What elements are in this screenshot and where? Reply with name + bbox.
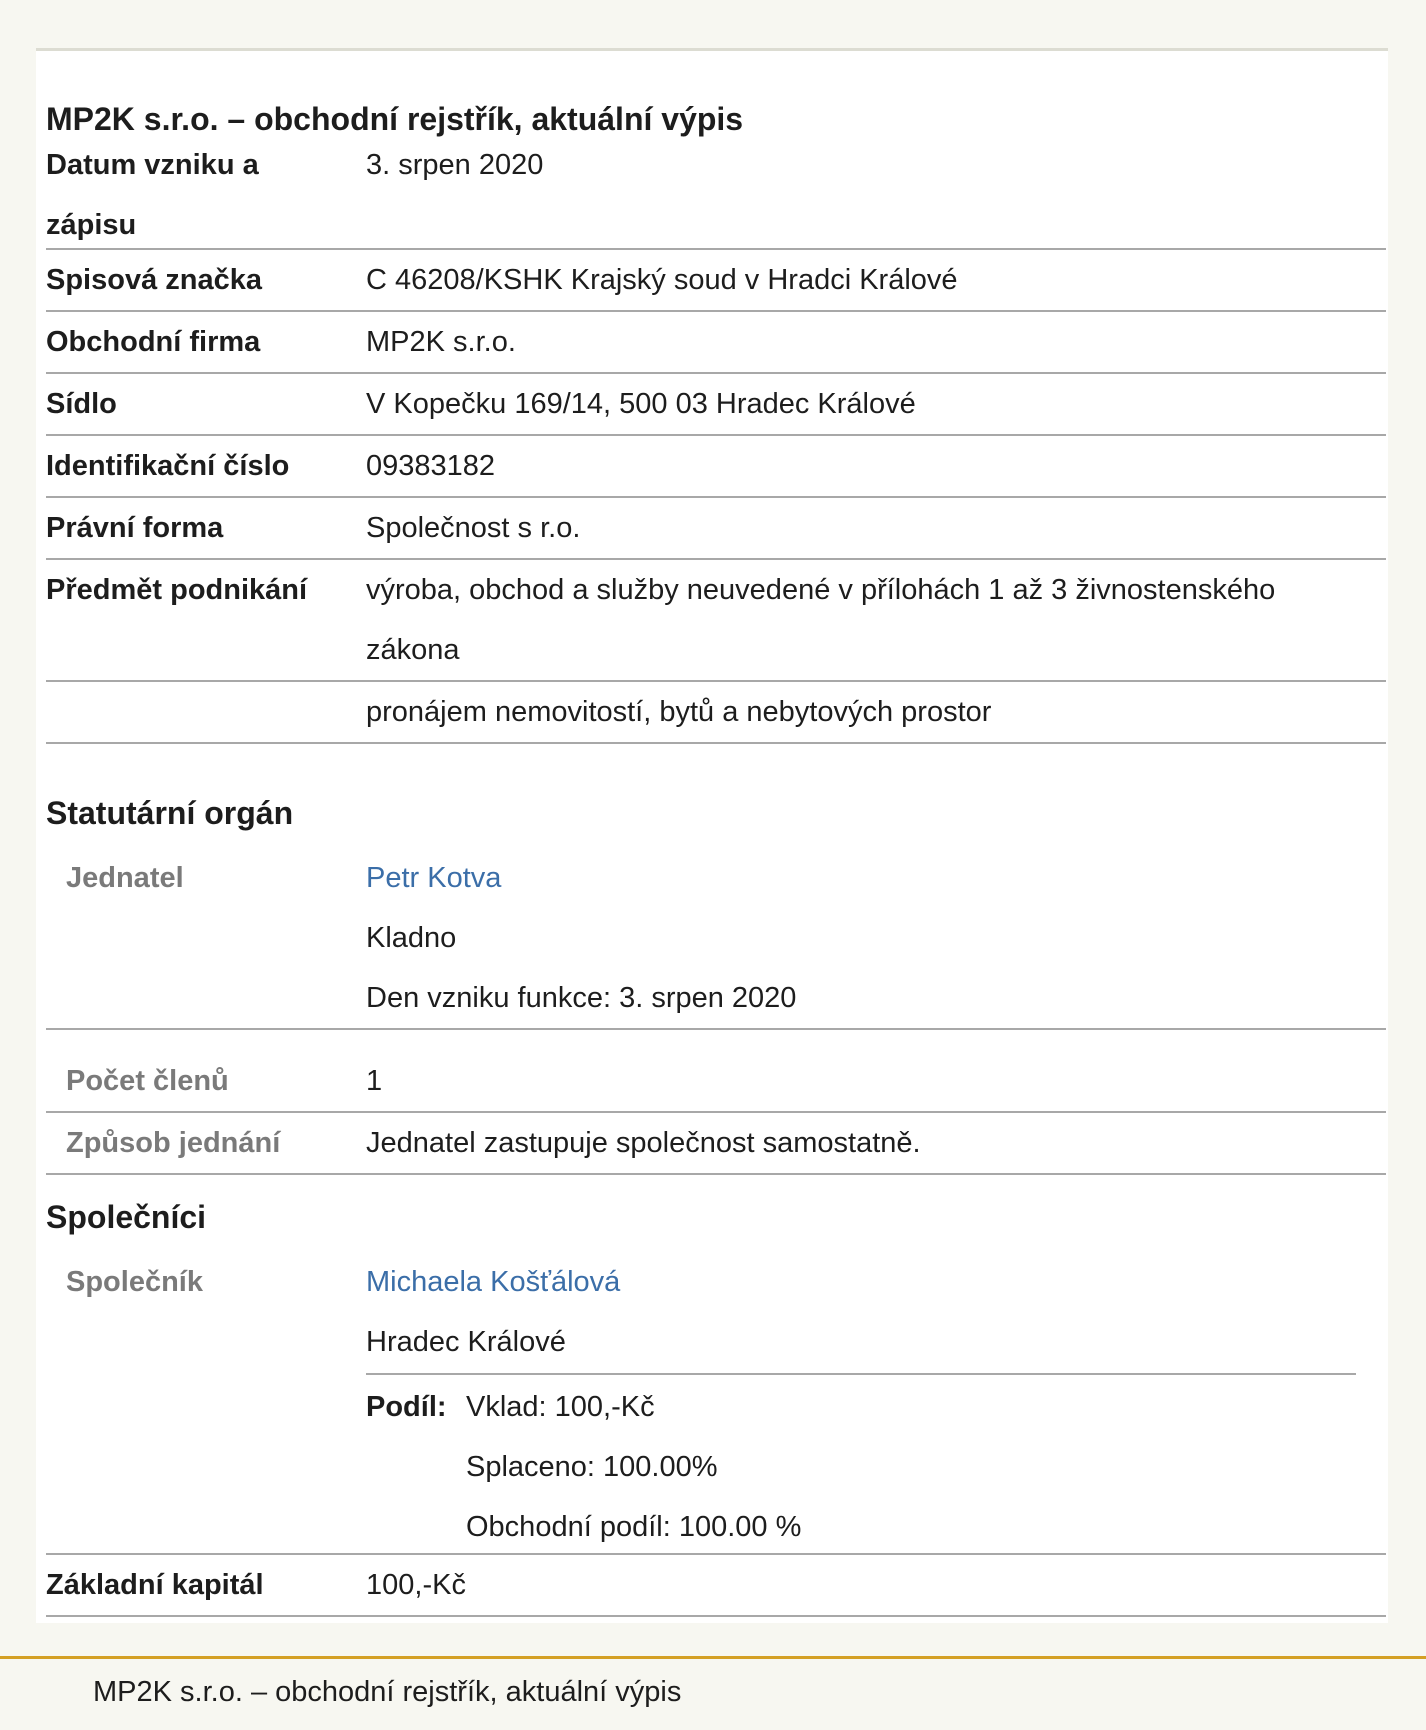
row-spisova-znacka	[46, 250, 1386, 312]
label-line: Datum vzniku a	[46, 149, 259, 181]
row-value: 09383182	[366, 450, 496, 482]
row-value	[366, 848, 1376, 1028]
row-predmet-podnikani	[46, 560, 1386, 682]
share-vklad: Vklad: 100,-Kč	[466, 1391, 655, 1423]
row-predmet-podnikani-2	[46, 682, 1386, 744]
row-sidlo	[46, 374, 1386, 436]
row-jednatel	[46, 848, 1386, 1030]
row-value: Společnost s r.o.	[366, 512, 581, 544]
row-value: 1	[366, 1065, 383, 1097]
row-identifikacni-cislo	[46, 436, 1386, 498]
row-label: Předmět podnikání	[46, 574, 308, 606]
footer-divider	[0, 1656, 1426, 1659]
row-label: Identifikační číslo	[46, 450, 290, 482]
row-spolecnik	[46, 1252, 1386, 1555]
row-label: Základní kapitál	[46, 1569, 264, 1601]
row-value	[366, 560, 1376, 680]
share-divider	[366, 1373, 1356, 1375]
row-value: pronájem nemovitostí, bytů a nebytových prostor	[366, 696, 992, 728]
row-value: Jednatel zastupuje společnost samostatně.	[366, 1127, 921, 1159]
row-label: Počet členů	[66, 1065, 229, 1097]
value-line: výroba, obchod a služby neuvedené v přílohách 1 až 3 živnostenského	[366, 574, 1276, 606]
row-label: Sídlo	[46, 388, 117, 420]
row-obchodni-firma	[46, 312, 1386, 374]
row-pravni-forma	[46, 498, 1386, 560]
row-value: 100,-Kč	[366, 1569, 466, 1601]
share-label: Podíl:	[366, 1391, 447, 1423]
person-link[interactable]: Michaela Košťálová	[366, 1266, 621, 1298]
label-line: zápisu	[46, 209, 137, 241]
person-city: Kladno	[366, 922, 457, 954]
row-zakladni-kapital	[46, 1555, 1386, 1617]
row-label: Obchodní firma	[46, 326, 261, 358]
row-zpusob-jednani	[46, 1113, 1386, 1175]
person-city: Hradec Králové	[366, 1326, 566, 1358]
value-line: zákona	[366, 634, 460, 666]
row-label	[46, 135, 346, 255]
share-splaceno: Splaceno: 100.00%	[466, 1451, 718, 1483]
section-heading-statutarni-organ: Statutární orgán	[46, 795, 294, 831]
row-label: Právní forma	[46, 512, 224, 544]
row-value: MP2K s.r.o.	[366, 326, 516, 358]
footer-title: MP2K s.r.o. – obchodní rejstřík, aktuální výpis	[93, 1676, 682, 1708]
person-link[interactable]: Petr Kotva	[366, 862, 502, 894]
row-label: Jednatel	[66, 862, 184, 894]
share-details	[466, 1377, 801, 1557]
row-value	[366, 1252, 1376, 1372]
row-value: C 46208/KSHK Krajský soud v Hradci Králové	[366, 264, 958, 296]
row-label: Spisová značka	[46, 264, 262, 296]
row-value: V Kopečku 169/14, 500 03 Hradec Králové	[366, 388, 916, 420]
person-function-since: Den vzniku funkce: 3. srpen 2020	[366, 982, 797, 1014]
page-title: MP2K s.r.o. – obchodní rejstřík, aktuální výpis	[46, 101, 744, 137]
row-label: Společník	[66, 1266, 203, 1298]
row-datum-vzniku	[46, 135, 1386, 250]
row-value: 3. srpen 2020	[366, 149, 544, 181]
section-heading-spolecnici: Společníci	[46, 1199, 207, 1235]
registry-extract-card	[36, 48, 1388, 1623]
share-obchodni-podil: Obchodní podíl: 100.00 %	[466, 1511, 802, 1543]
row-label: Způsob jednání	[66, 1127, 281, 1159]
row-pocet-clenu	[46, 1051, 1386, 1113]
